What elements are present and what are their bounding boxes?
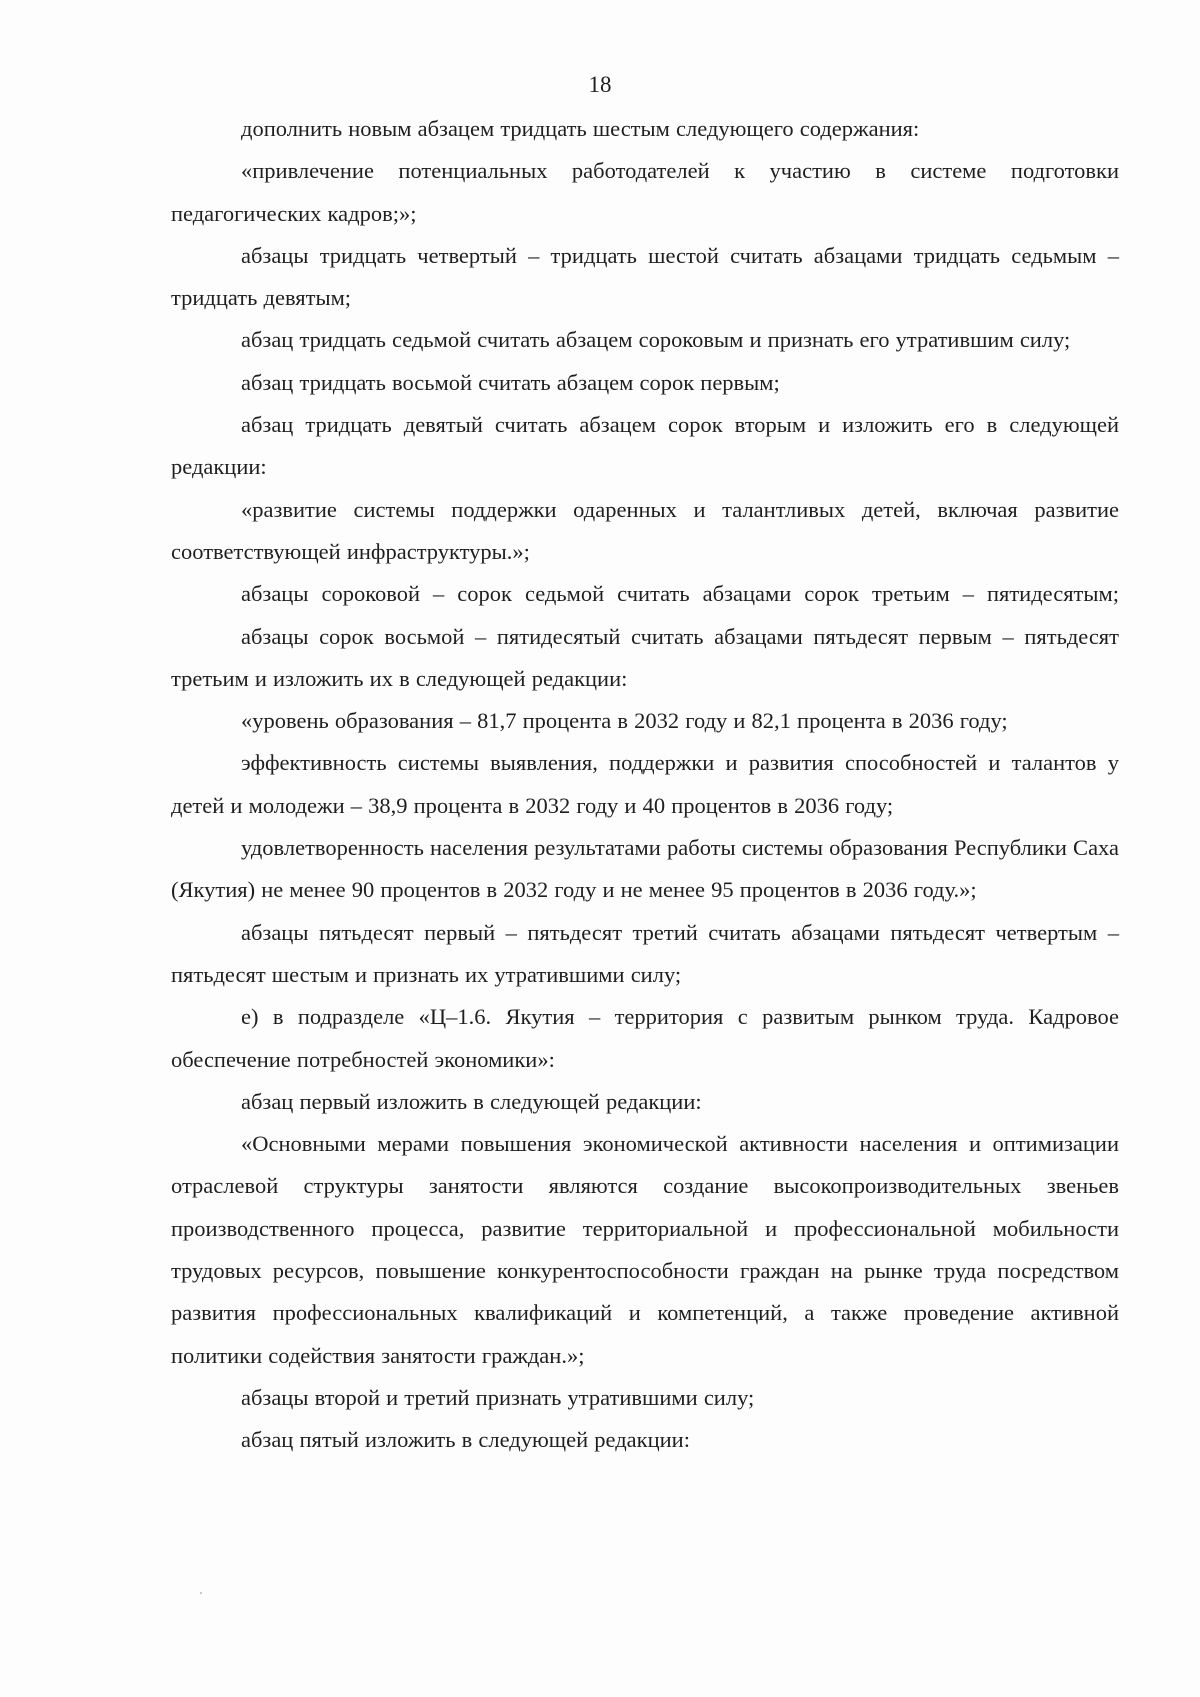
paragraph: абзацы сороковой – сорок седьмой считать абзацами сорок третьим – пятидесятым; bbox=[241, 581, 1119, 607]
paragraph: абзац первый изложить в следующей редакции: bbox=[241, 1088, 702, 1114]
paragraph: абзац тридцать седьмой считать абзацем сороковым и признать его утратившим силу; bbox=[241, 327, 1071, 353]
page-number: 18 bbox=[588, 72, 612, 97]
paragraph: абзацы второй и третий признать утратившими силу; bbox=[241, 1384, 755, 1410]
paragraph: абзацы пятьдесят первый – пятьдесят третий считать абзацами пятьдесят четвертым – пятьдесят шестым и признать их утратившими силу; bbox=[171, 919, 1119, 987]
paragraph: «развитие системы поддержки одаренных и талантливых детей, включая развитие соответствующей инфраструктуры.»; bbox=[171, 496, 1119, 564]
paragraph: дополнить новым абзацем тридцать шестым следующего содержания: bbox=[241, 116, 920, 141]
paragraph: «уровень образования – 81,7 процента в 2032 году и 82,1 процента в 2036 году; bbox=[241, 708, 1008, 734]
paragraph: абзац тридцать восьмой считать абзацем сорок первым; bbox=[241, 369, 780, 395]
paragraph: «привлечение потенциальных работодателей к участию в системе подготовки педагогических кадров;»; bbox=[171, 158, 1119, 226]
paragraph: эффективность системы выявления, поддержки и развития способностей и талантов у детей и молодежи – 38,9 процента в 2032 году и 40 процентов в 2036 году; bbox=[171, 750, 1119, 818]
paragraph: абзацы сорок восьмой – пятидесятый считать абзацами пятьдесят первым – пятьдесят третьим и изложить их в следующей редакции: bbox=[171, 623, 1119, 691]
paragraph: абзац тридцать девятый считать абзацем сорок вторым и изложить его в следующей редакции: bbox=[171, 412, 1119, 480]
document-body bbox=[171, 108, 1119, 1462]
paragraph: удовлетворенность населения результатами работы системы образования Республики Саха (Якутия) не менее 90 процентов в 2032 году и не менее 95 процентов в 2036 году.»; bbox=[171, 835, 1119, 903]
paragraph: абзацы тридцать четвертый – тридцать шестой считать абзацами тридцать седьмым – тридцать девятым; bbox=[171, 242, 1119, 311]
scan-artifact bbox=[200, 1592, 202, 1594]
paragraph: «Основными мерами повышения экономической активности населения и оптимизации отраслевой структуры занятости являются создание высокопроизводительных звеньев производственного процесса, развитие территориальной и профессиональной мобильности трудовых ресурсов, повышение конкурентоспособности граждан на рынке труда посредством развития профессиональных квалификаций и компетенций, а также проведение активной политики содействия занятости граждан.»; bbox=[171, 1131, 1119, 1368]
paragraph: е) в подразделе «Ц–1.6. Якутия – территория с развитым рынком труда. Кадровое обеспечение потребностей экономики»: bbox=[171, 1004, 1119, 1072]
paragraph: абзац пятый изложить в следующей редакции: bbox=[241, 1427, 690, 1453]
